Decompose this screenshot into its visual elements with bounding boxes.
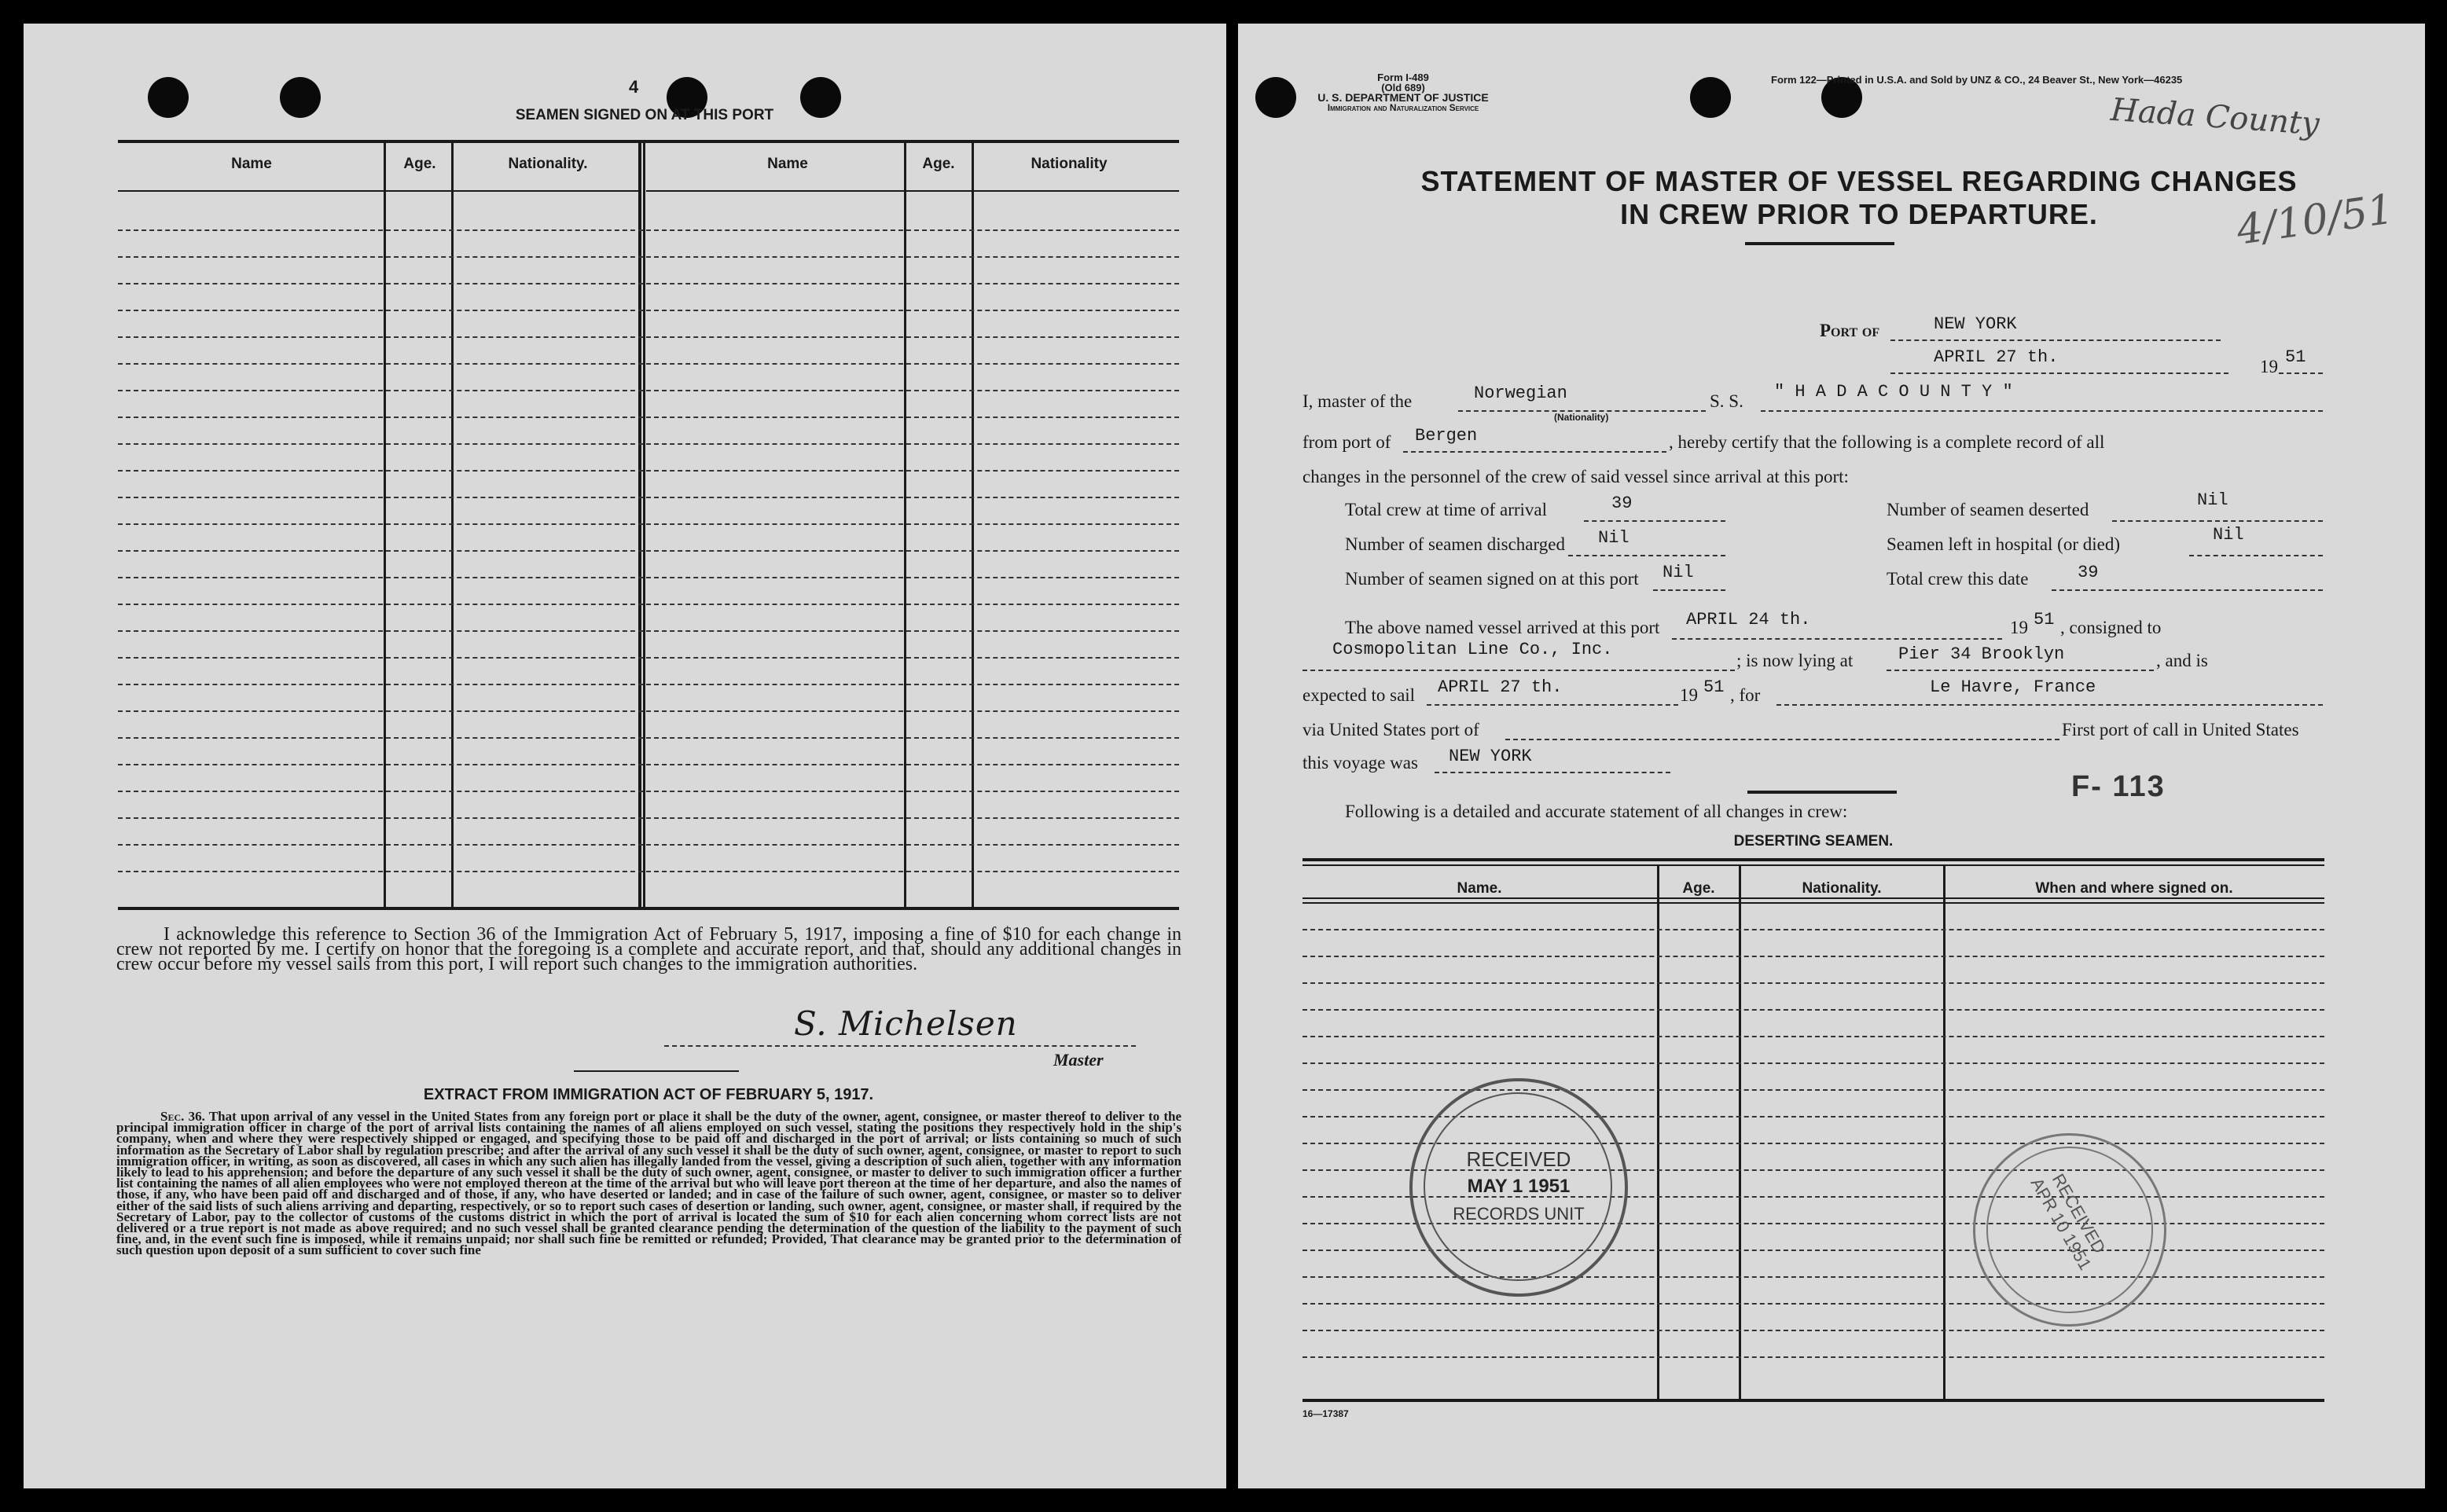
- expected-label: expected to sail: [1302, 685, 1416, 705]
- consignee-line: [1302, 670, 1735, 671]
- table-row: [1302, 929, 2324, 930]
- received-stamp-2: [1973, 1133, 2166, 1327]
- arrived-date: APRIL 24 th.: [1686, 610, 1811, 629]
- form-number: Form I-489: [1377, 72, 1429, 83]
- voyage-label: this voyage was: [1302, 753, 1418, 773]
- table-row: [118, 630, 1179, 632]
- table-row: [118, 470, 1179, 472]
- arrived-year: 51: [2034, 610, 2055, 629]
- form-id: [1301, 72, 1505, 113]
- table-row: [1302, 1036, 2324, 1037]
- changes-text: changes in the personnel of the crew of said vessel since arrival at this port:: [1302, 467, 1849, 486]
- from-port-line: [1403, 451, 1666, 453]
- port-value: NEW YORK: [1934, 314, 2017, 334]
- consigned-label: , consigned to: [2060, 618, 2162, 637]
- table-row: [118, 497, 1179, 498]
- destination-value: Le Havre, France: [1930, 677, 2096, 697]
- form-title-line2: IN CREW PRIOR TO DEPARTURE.: [1620, 198, 2098, 230]
- footer-code: 16—17387: [1302, 1408, 1349, 1419]
- column-rule: [1657, 866, 1659, 1400]
- deserted-line: [2112, 520, 2323, 522]
- table-row: [1302, 1062, 2324, 1064]
- table-row: [118, 844, 1179, 846]
- col-header-nationality: Nationality: [1031, 156, 1108, 172]
- table-row: [1302, 1303, 2324, 1305]
- sail-year: 51: [1703, 677, 1725, 697]
- table-row: [118, 310, 1179, 311]
- extract-title: EXTRACT FROM IMMIGRATION ACT OF FEBRUARY 5, 1917.: [423, 1086, 874, 1103]
- consignee-value: Cosmopolitan Line Co., Inc.: [1332, 640, 1613, 659]
- table-row: [118, 657, 1179, 659]
- discharged-label: Number of seamen discharged: [1345, 534, 1565, 554]
- table-row: [118, 390, 1179, 391]
- table-row: [118, 577, 1179, 578]
- from-port-value: Bergen: [1415, 426, 1478, 446]
- handwritten-ship-note: Hada County: [2109, 91, 2321, 143]
- master-of-label: I, master of the: [1302, 391, 1413, 411]
- deserting-header-underline: [1302, 902, 2324, 904]
- table-row: [118, 791, 1179, 792]
- col-header-nationality: Nationality.: [508, 156, 588, 172]
- right-page: [1238, 24, 2425, 1488]
- deserting-table-top: [1302, 858, 2324, 861]
- col-header-name: Name.: [1457, 880, 1502, 897]
- from-port-label: from port of: [1302, 432, 1391, 452]
- column-rule: [1739, 866, 1741, 1400]
- mid-rule: [1747, 791, 1897, 794]
- col-header-name: Name: [767, 156, 808, 172]
- via-label: via United States port of: [1302, 720, 1479, 739]
- lying-line: [1887, 670, 2154, 671]
- department: U. S. DEPARTMENT OF JUSTICE: [1317, 91, 1489, 104]
- table-row: [118, 817, 1179, 819]
- deserting-header-underline: [1302, 897, 2324, 899]
- punch-hole: [280, 77, 321, 118]
- table-row: [118, 710, 1179, 712]
- deserting-table-bottom: [1302, 1399, 2324, 1402]
- master-signature: S. Michelsen: [794, 1004, 1018, 1043]
- divider-rule: [574, 1070, 739, 1072]
- total-crew-date-line: [2052, 589, 2323, 591]
- table-row: [1302, 1330, 2324, 1331]
- col-header-age: Age.: [1682, 880, 1715, 897]
- discharged-line: [1568, 555, 1725, 556]
- total-crew-arrival-label: Total crew at time of arrival: [1345, 500, 1548, 519]
- signed-on-value: Nil: [1663, 563, 1694, 582]
- table-top-border: [118, 140, 1179, 143]
- ss-label: S. S.: [1710, 391, 1743, 411]
- col-header-nationality: Nationality.: [1802, 880, 1882, 897]
- following-text: Following is a detailed and accurate statement of all changes in crew:: [1345, 802, 1848, 821]
- table-row: [118, 443, 1179, 445]
- col-header-age: Age.: [922, 156, 955, 172]
- table-row: [118, 550, 1179, 552]
- total-crew-date-value: 39: [2078, 563, 2099, 582]
- deserting-title: DESERTING SEAMEN.: [1733, 833, 1894, 850]
- stamp-received-text: RECEIVED: [1466, 1147, 1571, 1171]
- table-row: [118, 283, 1179, 284]
- hospital-line: [2189, 555, 2323, 556]
- service: Immigration and Naturalization Service: [1327, 102, 1479, 113]
- table-row: [118, 684, 1179, 685]
- date-value: APRIL 27 th.: [1934, 347, 2059, 367]
- column-rule: [1943, 866, 1945, 1400]
- table-row: [1302, 1009, 2324, 1011]
- page-number: 4: [629, 77, 639, 97]
- seamen-signed-title: SEAMEN SIGNED ON AT THIS PORT: [515, 107, 774, 123]
- for-label: , for: [1730, 685, 1761, 705]
- date-line: [1890, 372, 2228, 374]
- table-row: [118, 523, 1179, 525]
- nationality-caption: (Nationality): [1554, 412, 1609, 423]
- handwritten-date: 4/10/51: [2233, 185, 2397, 255]
- sail-date-line: [1427, 704, 1678, 706]
- signed-on-label: Number of seamen signed on at this port: [1345, 569, 1639, 589]
- ship-name: " H A D A C O U N T Y ": [1774, 382, 2013, 402]
- signature-caption: Master: [1053, 1050, 1104, 1070]
- nationality-value: Norwegian: [1474, 384, 1567, 403]
- table-row: [118, 256, 1179, 258]
- punch-hole: [1255, 77, 1296, 118]
- table-row: [118, 417, 1179, 418]
- hospital-value: Nil: [2213, 525, 2244, 545]
- lying-label: ; is now lying at: [1736, 651, 1854, 670]
- destination-line: [1776, 704, 2323, 706]
- table-row: [1302, 1089, 2324, 1091]
- left-page: [24, 24, 1226, 1488]
- deserting-table-top2: [1302, 864, 2324, 866]
- table-row: [118, 229, 1179, 231]
- col-header-age: Age.: [403, 156, 436, 172]
- voyage-value: NEW YORK: [1449, 747, 1532, 766]
- deserted-label: Number of seamen deserted: [1887, 500, 2089, 519]
- header-underline: [118, 190, 641, 192]
- table-row: [118, 764, 1179, 765]
- table-row: [1302, 982, 2324, 984]
- form-title-line1: STATEMENT OF MASTER OF VESSEL REGARDING CHANGES: [1420, 165, 2298, 197]
- stamp-date-text: MAY 1 1951: [1467, 1176, 1571, 1197]
- col-header-signed-on: When and where signed on.: [2035, 880, 2233, 897]
- table-row: [118, 363, 1179, 365]
- section-label: Sec. 36.: [160, 1109, 205, 1124]
- total-crew-arrival-value: 39: [1611, 494, 1633, 513]
- ship-name-line: [1761, 410, 2323, 412]
- hospital-label: Seamen left in hospital (or died): [1887, 534, 2121, 554]
- arrived-line: [1672, 638, 2002, 640]
- arrived-year-prefix: 19: [2010, 618, 2028, 637]
- lying-value: Pier 34 Brooklyn: [1898, 644, 2065, 664]
- form-old-number: (Old 689): [1381, 82, 1425, 94]
- table-bottom-border: [118, 907, 1179, 910]
- signature-line: [664, 1045, 1136, 1047]
- voyage-line: [1435, 772, 1670, 773]
- year-prefix: 19: [2260, 357, 2278, 376]
- title-rule: [1745, 242, 1894, 245]
- total-crew-date-label: Total crew this date: [1887, 569, 2029, 589]
- punch-hole: [148, 77, 189, 118]
- section-36-text: [116, 1111, 1181, 1257]
- deserted-value: Nil: [2197, 490, 2228, 510]
- stamp2-text: RECEIVED APR 10 1951: [2026, 1170, 2110, 1274]
- and-is-label: , and is: [2156, 651, 2208, 670]
- year-value: 51: [2285, 347, 2306, 367]
- certify-text: , hereby certify that the following is a complete record of all: [1669, 432, 2105, 452]
- sail-year-prefix: 19: [1680, 685, 1698, 705]
- punch-hole: [1690, 77, 1731, 118]
- header-underline: [646, 190, 1179, 192]
- discharged-value: Nil: [1598, 528, 1629, 548]
- port-label: Port of: [1820, 321, 1880, 340]
- file-number: F- 113: [2071, 770, 2166, 803]
- section-body: That upon arrival of any vessel in the United States from any foreign port or place it shall be the duty of the owner, agent, consignee, or master thereof to deliver to the principal immigration officer in charge of the port of arrival lists containing the names of all aliens employed on such vessel, stating the positions they respectively hold in the ship's company, when and where they were respectively shipped or engaged, and specifying those to be paid off and discharged in the port of arrival; or lists containing so much of such information as the Secretary of Labor shall by regulation prescribe; and after the arrival of any such vessel it shall be the duty of such owner, agent, consignee, or master to report to such immigration officer, in writing, as soon as discovered, all cases in which any such alien has illegally landed from the vessel, giving a description of such alien, together with any information likely to lead to his apprehension; and before the departure of any such vessel it shall be the duty of such owner, agent, consignee, or master to deliver to such immigration officer a further list containing the names of all alien employees who were not employed thereon at the time of the arrival but who will leave port thereon at the time of her departure, and also the names of those, if any, who have been paid off and discharged and of those, if any, who have deserted or landed; and in case of the failure of such owner, agent, consignee, or master so to deliver either of the said lists of such aliens arriving and departing, respectively, or so to report such cases of desertion or landing, such owner, agent, consignee, or master shall, if required by the Secretary of Labor, pay to the collector of customs of the customs district in which the port of arrival is located the sum of $10 for each alien concerning whom correct lists are not delivered or a true report is not made as above required; and no such vessel shall be granted clearance pending the determination of the question of the liability to the payment of such fine, and, in the event such fine is imposed, while it remains unpaid; nor shall such fine be remitted or refunded; Provided, That clearance may be granted prior to the determination of such question upon deposit of a sum sufficient to cover such fine: [116, 1109, 1181, 1258]
- table-row: [118, 336, 1179, 338]
- table-row: [1302, 956, 2324, 957]
- printer-line: Form 122—Printed in U.S.A. and Sold by UNZ & CO., 24 Beaver St., New York—46235: [1771, 74, 2183, 86]
- sail-date: APRIL 27 th.: [1438, 677, 1563, 697]
- year-line: [2279, 372, 2323, 374]
- acknowledgment-text: I acknowledge this reference to Section 36 of the Immigration Act of February 5, 1917, imposing a fine of $10 for each change in crew not reported by me. I certify on honor that the foregoing is a complete and accurate report, and that, should any additional changes in crew occur before my vessel sails from this port, I will report such changes to the immigration authorities.: [116, 924, 1181, 974]
- total-crew-arrival-line: [1584, 520, 1725, 522]
- table-row: [118, 737, 1179, 739]
- received-stamp: [1409, 1078, 1628, 1297]
- via-line: [1505, 739, 2059, 740]
- table-row: [118, 871, 1179, 872]
- arrived-label: The above named vessel arrived at this port: [1345, 618, 1660, 637]
- table-row: [118, 604, 1179, 605]
- stamp-unit-text: RECORDS UNIT: [1453, 1204, 1585, 1224]
- col-header-name: Name: [231, 156, 272, 172]
- signed-on-line: [1653, 589, 1725, 591]
- first-port-label: First port of call in United States: [2062, 720, 2299, 739]
- port-line: [1890, 339, 2221, 341]
- table-row: [1302, 1356, 2324, 1358]
